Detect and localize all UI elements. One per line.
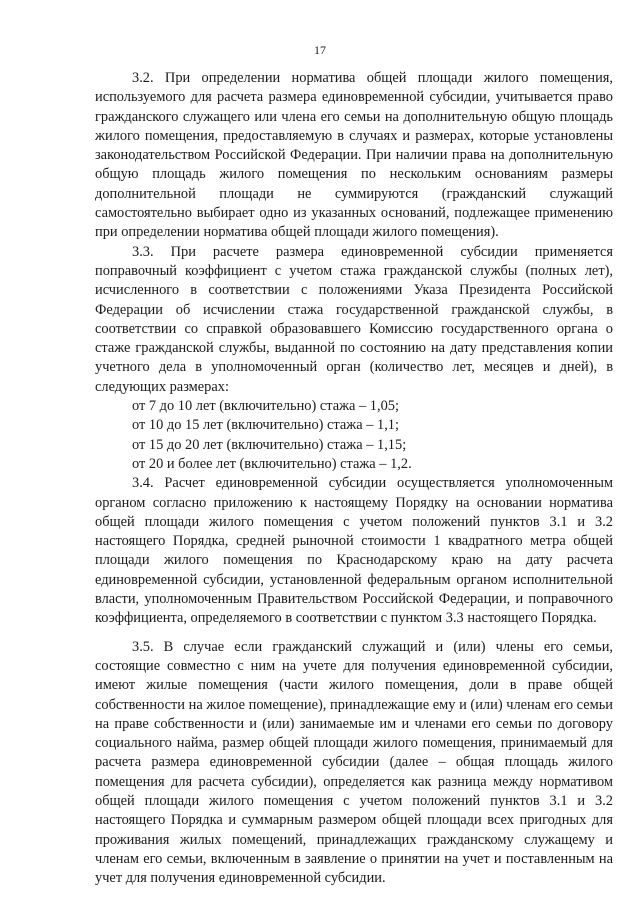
page-number: 17: [314, 43, 326, 57]
coefficient-list-item: от 20 и более лет (включительно) стажа – 1,2.: [132, 455, 412, 472]
paragraph-3-4: 3.4. Расчет единовременной субсидии осуществляется уполномоченным органом согласно приложению к настоящему Порядку на основании норматива общей площади жилого помещения с учетом положений пунктов 3.1 и 3.2 настоящего Порядка, средней рыночной стоимости 1 квадратного метра общей площади жилого помещения по Краснодарскому краю на дату расчета единовременной субсидии, установленной федеральным органом исполнительной власти, уполномоченным Правительством Российской Федерации, и поправочного коэффициента, определяемого в соответствии с пунктом 3.3 настоящего Порядка.: [95, 475, 613, 627]
coefficient-list-item: от 15 до 20 лет (включительно) стажа – 1,15;: [132, 436, 407, 453]
coefficient-list-item: от 7 до 10 лет (включительно) стажа – 1,05;: [132, 398, 399, 415]
paragraph-3-2: 3.2. При определении норматива общей площади жилого помещения, используемого для расчета размера единовременной субсидии, учитывается право гражданского служащего или члена его семьи на дополнительную общую площадь жилого помещения, предоставляемую в случаях и размерах, которые установлены законодательством Российской Федерации. При наличии права на дополнительную общую площадь жилого помещения по нескольким основаниям размеры дополнительной площади не суммируются (гражданский служащий самостоятельно выбирает одно из указанных оснований, подлежащее применению при определении норматива общей площади жилого помещения).: [95, 70, 613, 241]
paragraph-3-5: 3.5. В случае если гражданский служащий и (или) члены его семьи, состоящие совместно с ним на учете для получения единовременной субсидии, имеют жилые помещения (части жилого помещения, доли в праве общей собственности на жилое помещение), принадлежащие ему и (или) членам его семьи на праве собственности и (или) занимаемые им и членами его семьи по договору социального найма, размер общей площади жилого помещения, принимаемый для расчета размера единовременной субсидии (далее – общая площадь жилого помещения для расчета субсидии), определяется как разница между нормативом общей площади жилого помещения с учетом положений пунктов 3.1 и 3.2 настоящего Порядка и суммарным размером общей площади всех пригодных для проживания жилых помещений, принадлежащих гражданскому служащему и членам его семьи, включенным в заявление о принятии на учет и поставленным на учет для получения единовременной субсидии.: [95, 638, 613, 887]
paragraph-3-3: 3.3. При расчете размера единовременной субсидии применяется поправочный коэффициент с учетом стажа гражданской службы (полных лет), исчисленного в соответствии с положениями Указа Президента Российской Федерации об исчислении стажа государственной гражданской службы, в соответствии со справкой образовавшего Комиссию государственного органа о стаже гражданской службы, выданной по состоянию на дату представления копии учетного дела в уполномоченный орган (количество лет, месяцев и дней), в следующих размерах:: [95, 243, 613, 395]
document-body: [95, 69, 613, 888]
coefficient-list-item: от 10 до 15 лет (включительно) стажа – 1,1;: [132, 417, 399, 434]
